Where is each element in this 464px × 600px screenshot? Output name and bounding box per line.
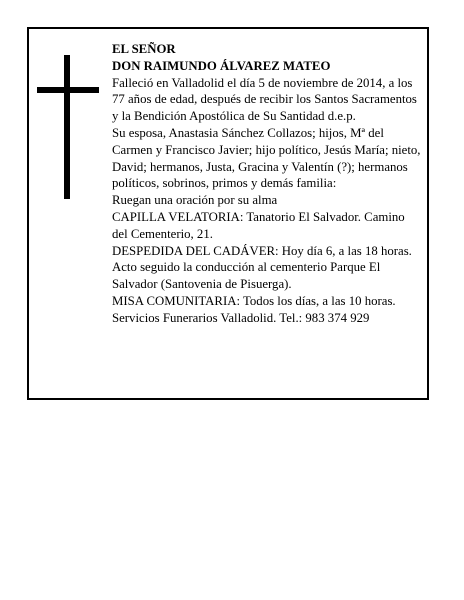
family-list: Su esposa, Anastasia Sánchez Collazos; hijos, Mª del Carmen y Francisco Javier; hijo político, Jesús María; nieto, David; hermanos, Justa, Gracina y Valentín (?); hermanos políticos, sobrinos, primos y demás familia:: [112, 125, 421, 191]
prayer-request: Ruegan una oración por su alma: [112, 193, 278, 208]
death-announcement: Falleció en Valladolid el día 5 de noviembre de 2014, a los 77 años de edad, después de recibir los Santos Sacramentos y la Bendición Apostólica de Su Santidad d.e.p.: [112, 75, 417, 124]
notice-body: [112, 41, 422, 327]
obituary-notice: [27, 27, 429, 400]
notice-title: EL SEÑOR: [112, 42, 176, 56]
cross-vertical-bar: [64, 55, 70, 199]
deceased-name: DON RAIMUNDO ÁLVAREZ MATEO: [112, 58, 331, 73]
funeral-farewell: DESPEDIDA DEL CADÁVER: Hoy día 6, a las 18 horas. Acto seguido la conducción al cementerio Parque El Salvador (Santovenia de Pisuerga).: [112, 243, 412, 292]
community-mass: MISA COMUNITARIA: Todos los días, a las 10 horas.: [112, 293, 396, 308]
cross-horizontal-bar: [37, 87, 99, 93]
funeral-service-contact: Servicios Funerarios Valladolid. Tel.: 983 374 929: [112, 310, 370, 325]
wake-chapel: CAPILLA VELATORIA: Tanatorio El Salvador. Camino del Cementerio, 21.: [112, 209, 405, 241]
latin-cross-icon: [37, 55, 99, 199]
